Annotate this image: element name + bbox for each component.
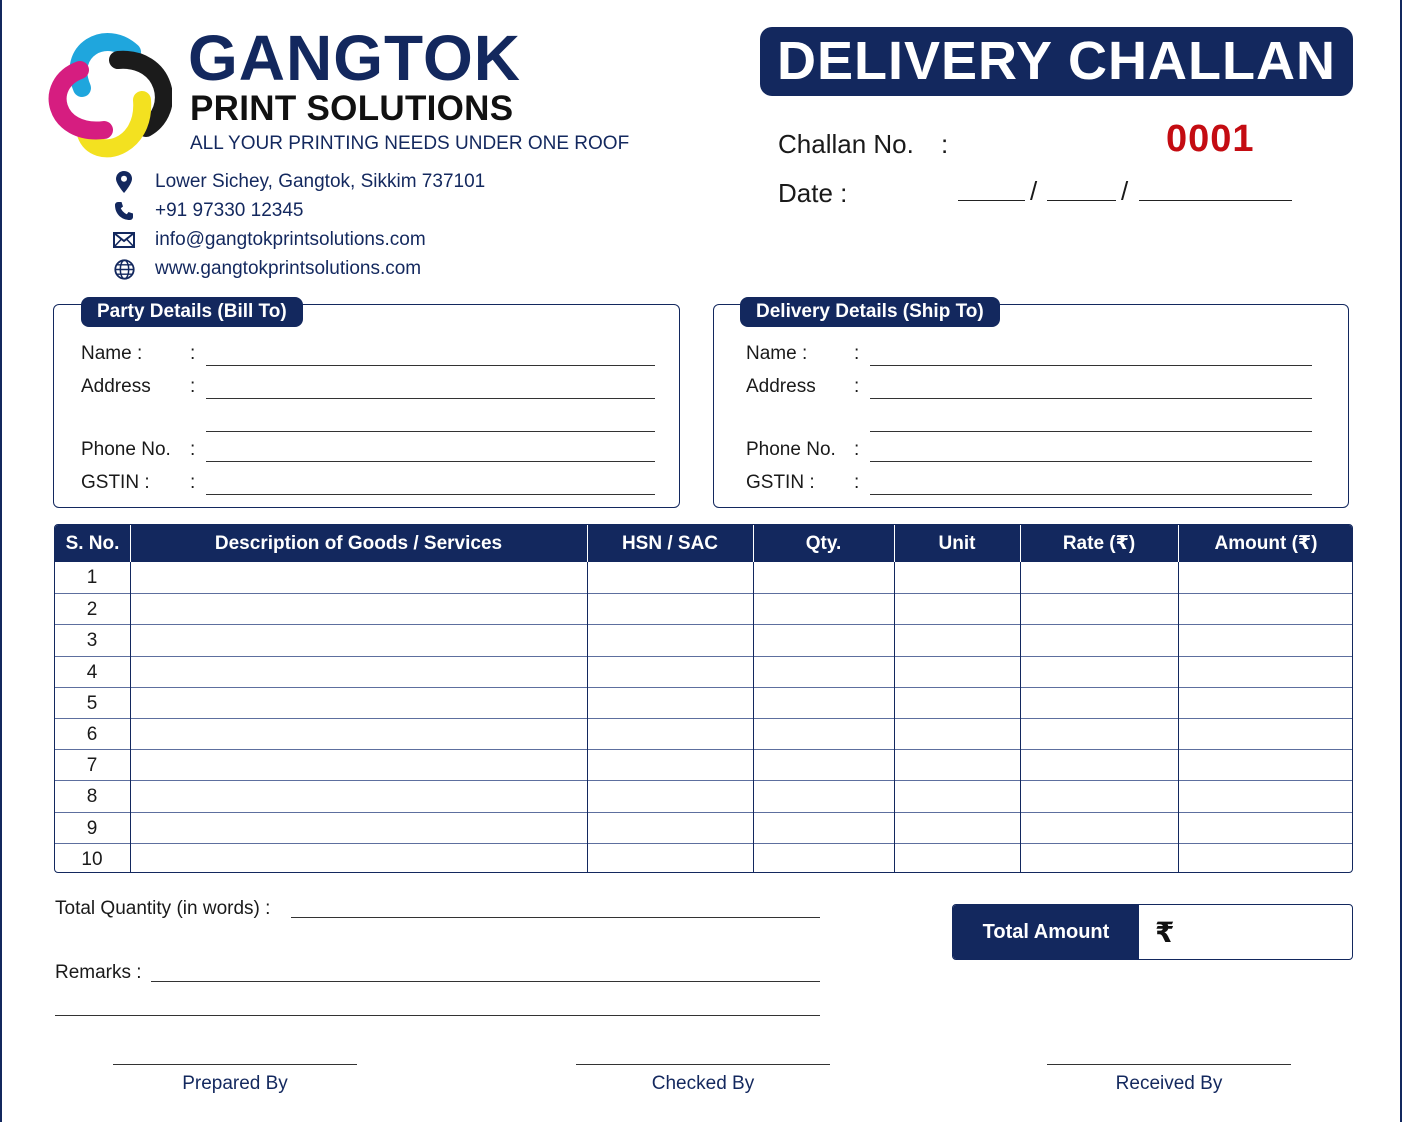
header-divider [1178, 525, 1179, 562]
field-colon: : [854, 472, 860, 493]
brand-subtitle: PRINT SOLUTIONS [190, 89, 514, 128]
header-divider [1020, 525, 1021, 562]
column-divider [1020, 562, 1021, 872]
field-label: Phone No. [746, 439, 836, 460]
table-row[interactable] [55, 562, 1352, 593]
field-colon: : [854, 376, 860, 397]
brand-tagline: ALL YOUR PRINTING NEEDS UNDER ONE ROOF [190, 133, 630, 154]
table-row[interactable] [55, 593, 1352, 624]
table-row[interactable] [55, 718, 1352, 749]
row-serial-number: 8 [86, 786, 98, 808]
table-row[interactable] [55, 624, 1352, 655]
rupee-icon: ₹ [1155, 917, 1175, 948]
table-row[interactable] [55, 687, 1352, 718]
ship-to-gstin-input[interactable] [870, 494, 1312, 495]
ship-to-address-input[interactable] [870, 398, 1312, 399]
field-label: Name : [81, 343, 143, 364]
field-label: GSTIN : [81, 472, 150, 493]
brand-logo-icon [46, 30, 172, 160]
contact-address [110, 169, 670, 195]
checked-by-signature-line[interactable] [576, 1064, 830, 1065]
bill-to-name-input[interactable] [206, 365, 655, 366]
ship-to-name-row [746, 343, 1316, 369]
total-amount-label: Total Amount [953, 905, 1139, 959]
contact-phone-text: +91 97330 12345 [155, 200, 304, 221]
document-title: DELIVERY CHALLAN [760, 27, 1353, 96]
row-serial-number: 3 [86, 630, 98, 652]
challan-number-colon: : [941, 129, 949, 159]
field-colon: : [190, 472, 196, 493]
table-header [55, 525, 1352, 562]
field-colon: : [854, 439, 860, 460]
table-row[interactable] [55, 843, 1352, 873]
bill-to-box [53, 301, 680, 508]
bill-to-address-row-2 [81, 409, 656, 435]
header-divider [130, 525, 131, 562]
phone-icon [110, 200, 138, 222]
ship-to-phone-input[interactable] [870, 461, 1312, 462]
table-row[interactable] [55, 812, 1352, 843]
column-divider [1178, 562, 1179, 872]
contact-email-text: info@gangtokprintsolutions.com [155, 229, 426, 250]
remarks-input[interactable] [151, 981, 820, 982]
received-by-label: Received By [1115, 1073, 1223, 1094]
table-row[interactable] [55, 780, 1352, 811]
date-separator: / [1030, 176, 1038, 206]
table-row[interactable] [55, 656, 1352, 687]
total-amount-box [952, 904, 1353, 960]
checked-by-label: Checked By [651, 1073, 755, 1094]
column-header-hsn: HSN / SAC [621, 533, 719, 554]
contact-email [110, 227, 670, 253]
row-serial-number: 4 [86, 661, 98, 683]
ship-to-address-row [746, 376, 1316, 402]
row-serial-number: 9 [86, 817, 98, 839]
bill-to-phone-row [81, 439, 656, 465]
contact-phone [110, 198, 670, 224]
header-divider [753, 525, 754, 562]
bill-to-heading: Party Details (Bill To) [81, 297, 303, 327]
date-month-field[interactable] [1047, 200, 1116, 201]
challan-number-label: Challan No. [778, 129, 914, 159]
column-divider [753, 562, 754, 872]
date-day-field[interactable] [958, 200, 1025, 201]
total-quantity-label: Total Quantity (in words) : [55, 898, 271, 919]
date-separator: / [1121, 176, 1129, 206]
globe-icon [110, 258, 138, 280]
field-label: Phone No. [81, 439, 171, 460]
column-header-sno: S. No. [65, 533, 120, 554]
column-header-unit: Unit [938, 533, 976, 554]
field-label: Address [81, 376, 151, 397]
ship-to-name-input[interactable] [870, 365, 1312, 366]
ship-to-address-row-2 [746, 409, 1316, 435]
column-header-rate: Rate (₹) [1062, 533, 1136, 554]
row-serial-number: 5 [86, 692, 98, 714]
row-serial-number: 10 [81, 848, 103, 870]
row-serial-number: 7 [86, 755, 98, 777]
column-divider [130, 562, 131, 872]
header-divider [587, 525, 588, 562]
ship-to-phone-row [746, 439, 1316, 465]
remarks-label: Remarks : [55, 962, 142, 983]
field-colon: : [190, 439, 196, 460]
bill-to-gstin-input[interactable] [206, 494, 655, 495]
field-label: Address [746, 376, 816, 397]
prepared-by-signature-line[interactable] [113, 1064, 357, 1065]
ship-to-heading: Delivery Details (Ship To) [740, 297, 1000, 327]
row-serial-number: 2 [86, 599, 98, 621]
contact-address-text: Lower Sichey, Gangtok, Sikkim 737101 [155, 171, 486, 192]
contact-website-text: www.gangtokprintsolutions.com [155, 258, 422, 279]
brand-name: GANGTOK [188, 22, 521, 94]
column-divider [587, 562, 588, 872]
bill-to-name-row [81, 343, 656, 369]
prepared-by-label: Prepared By [182, 1073, 288, 1094]
ship-to-gstin-row [746, 472, 1316, 498]
challan-number: 0001 [1166, 118, 1255, 160]
total-quantity-input[interactable] [291, 917, 820, 918]
location-pin-icon [110, 171, 138, 193]
mail-icon [110, 229, 138, 251]
table-row[interactable] [55, 749, 1352, 780]
column-header-amount: Amount (₹) [1214, 533, 1318, 554]
contact-website [110, 256, 670, 282]
field-label: GSTIN : [746, 472, 815, 493]
bill-to-address-input-2[interactable] [206, 431, 655, 432]
row-serial-number: 6 [86, 724, 98, 745]
remarks-input-2[interactable] [55, 1015, 820, 1016]
column-header-description: Description of Goods / Services [214, 533, 503, 554]
bill-to-gstin-row [81, 472, 656, 498]
column-header-qty: Qty. [805, 533, 842, 554]
bill-to-address-row [81, 376, 656, 402]
date-label: Date : [778, 178, 848, 208]
header-divider [894, 525, 895, 562]
received-by-signature-line[interactable] [1047, 1064, 1291, 1065]
field-label: Name : [746, 343, 808, 364]
date-year-field[interactable] [1139, 200, 1292, 201]
column-divider [894, 562, 895, 872]
row-serial-number: 1 [86, 567, 98, 588]
goods-table [54, 524, 1353, 873]
field-colon: : [190, 376, 196, 397]
ship-to-box [713, 301, 1349, 508]
field-colon: : [190, 343, 196, 364]
ship-to-address-input-2[interactable] [870, 431, 1312, 432]
field-colon: : [854, 343, 860, 364]
bill-to-address-input[interactable] [206, 398, 655, 399]
bill-to-phone-input[interactable] [206, 461, 655, 462]
